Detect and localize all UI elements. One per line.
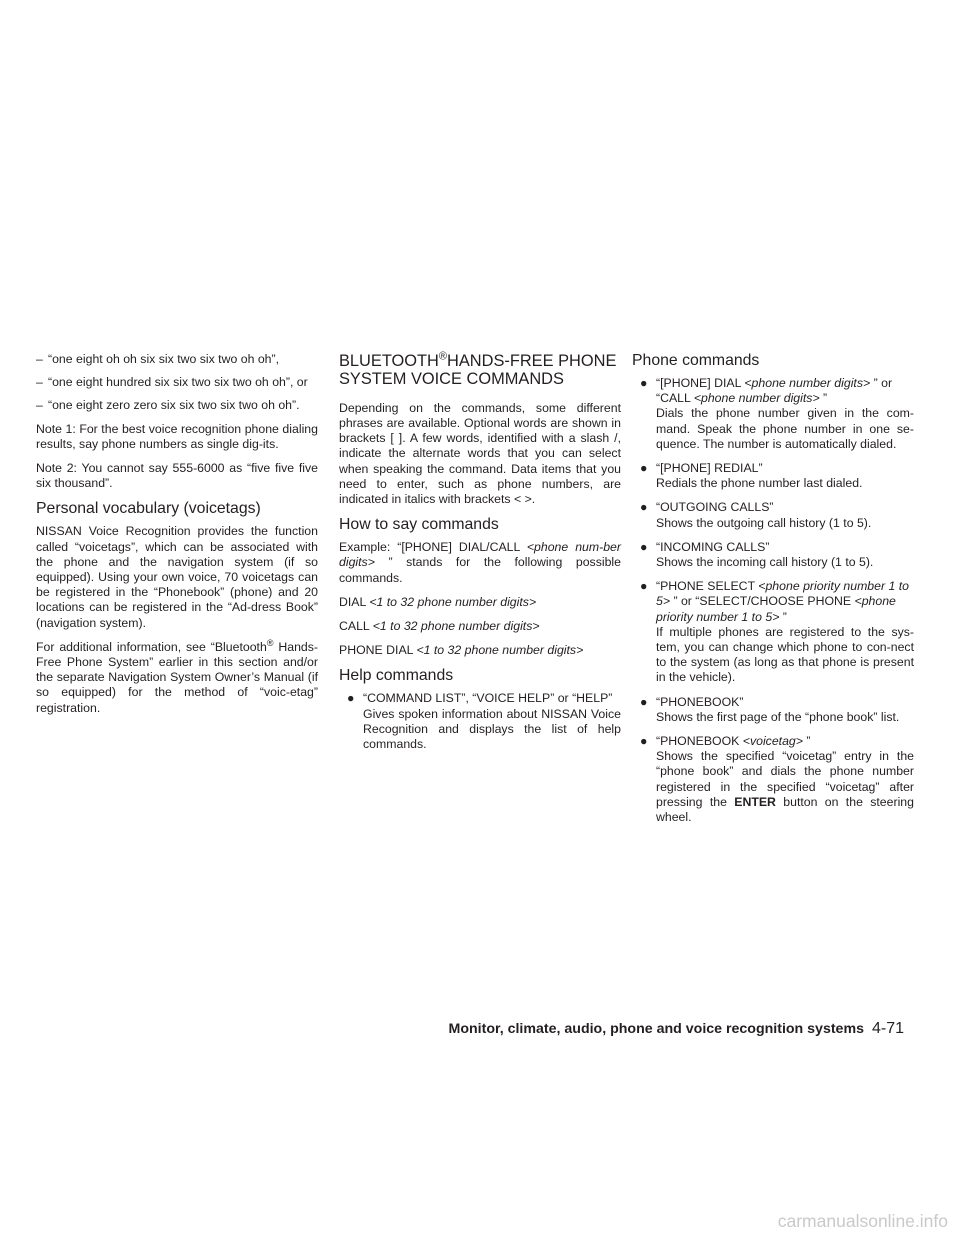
command-redial: ● “[PHONE] REDIAL” Redials the phone number last dialed.: [640, 461, 863, 491]
voice-commands-heading: BLUETOOTH®HANDS-FREE PHONE SYSTEM VOICE COMMANDS: [339, 350, 617, 389]
command-incoming-calls: ● “INCOMING CALLS” Shows the incoming call history (1 to 5).: [640, 539, 874, 570]
command-phonebook: ● “PHONEBOOK” Shows the first page of the “phone book” list.: [640, 694, 900, 724]
dash-marker: –: [36, 352, 43, 366]
help-commands-heading: Help commands: [339, 667, 454, 685]
call-example: CALL <1 to 32 phone number digits>: [339, 619, 540, 634]
bullet-icon: ●: [640, 500, 648, 515]
enter-button-label: ENTER: [734, 794, 776, 809]
dash-marker: –: [36, 398, 43, 413]
page-number: 4-71: [871, 1020, 904, 1037]
watermark: carmanualsonline.info: [777, 1211, 948, 1231]
column-middle: [339, 352, 621, 761]
dash-marker: –: [36, 375, 43, 390]
section-title: Monitor, climate, audio, phone and voice recognition systems: [448, 1021, 864, 1037]
page-footer: [420, 1020, 904, 1038]
registered-mark: ®: [438, 350, 447, 363]
bullet-icon: ●: [640, 734, 648, 749]
command-outgoing-calls: ● “OUTGOING CALLS” Shows the outgoing call history (1 to 5).: [640, 500, 872, 530]
personal-vocabulary-heading: Personal vocabulary (voicetags): [36, 500, 261, 518]
command-dial: ● “[PHONE] DIAL <phone number digits> ” or “CALL <phone number digits> ” Dials the phone number given in the com-mand. Speak the phone number in one se-quence. The number is automatically dialed.: [640, 376, 914, 451]
phone-number-example-3: – “one eight zero zero six six two six two oh oh”.: [36, 398, 300, 413]
registered-mark: ®: [266, 637, 274, 648]
column-left: [36, 352, 318, 725]
bullet-icon: ●: [640, 579, 648, 594]
voice-commands-intro: Depending on the commands, some different phrases are available. Optional words are shown in brackets [ ]. A few words, identified with a slash /, indicate the alternate words that you can select when speaking the command. Data items that you need to enter, such as phone numbers, are indicated in italics with brackets < >.: [339, 400, 621, 507]
column-right: [632, 352, 914, 834]
example-paragraph: Example: “[PHONE] DIAL/CALL <phone num-ber digits> ” stands for the following possible commands.: [339, 540, 621, 585]
note-2: Note 2: You cannot say 555-6000 as “five five five six thousand”.: [36, 461, 318, 491]
bullet-icon: ●: [640, 461, 648, 476]
help-command-item: ● “COMMAND LIST”, “VOICE HELP” or “HELP” Gives spoken information about NISSAN Voice Recognition and displays the list of help commands.: [347, 691, 621, 752]
note-1: Note 1: For the best voice recognition phone dialing results, say phone numbers as single dig-its.: [36, 421, 318, 451]
command-phonebook-voicetag: ● “PHONEBOOK <voicetag> ” Shows the specified “voicetag” entry in the “phone book” and dials the phone number registered in the specified “voicetag” after pressing the ENTER button on the steering wheel.: [640, 734, 914, 825]
how-to-say-heading: How to say commands: [339, 516, 499, 534]
bullet-icon: ●: [640, 539, 648, 554]
bullet-icon: ●: [347, 691, 355, 706]
phone-number-example-1: – “one eight oh oh six six two six two oh oh”,: [36, 352, 280, 366]
bullet-icon: ●: [640, 694, 648, 709]
phone-commands-heading: Phone commands: [632, 352, 760, 369]
phone-dial-example: PHONE DIAL <1 to 32 phone number digits>: [339, 643, 584, 658]
bullet-icon: ●: [640, 376, 648, 390]
dial-example: DIAL <1 to 32 phone number digits>: [339, 594, 537, 609]
personal-vocabulary-paragraph: NISSAN Voice Recognition provides the function called “voicetags”, which can be associated with the phone and the navigation system (if so equipped). Using your own voice, 70 voicetags can be registered in the “Phonebook” (phone) and 20 locations can be registered in the “Ad-dress Book” (navigation system).: [36, 524, 318, 630]
additional-info-paragraph: For additional information, see “Bluetooth® Hands-Free Phone System” earlier in this section and/or the separate Navigation System Owner’s Manual (if so equipped) for the method of “voic-etag” registration.: [36, 637, 318, 715]
command-phone-select: ● “PHONE SELECT <phone priority number 1 to 5> ” or “SELECT/CHOOSE PHONE <phone priority number 1 to 5> ” If multiple phones are registered to the sys-tem, you can change which phone to con-nect to the system (as long as that phone is present in the vehicle).: [640, 579, 914, 685]
phone-number-example-2: – “one eight hundred six six two six two oh oh”, or: [36, 375, 308, 390]
